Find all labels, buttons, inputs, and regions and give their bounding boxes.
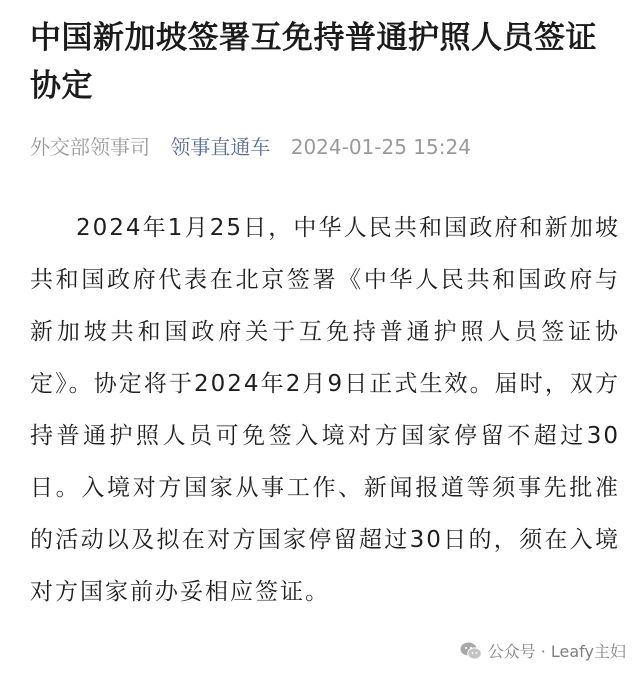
article-meta — [30, 132, 620, 162]
article-source: 外交部领事司 — [30, 135, 150, 159]
article-title: 中国新加坡签署互免持普通护照人员签证协定 — [30, 20, 597, 104]
publish-datetime: 2024-01-25 15:24 — [290, 135, 471, 159]
watermark — [460, 639, 626, 662]
account-link[interactable]: 领事直通车 — [170, 135, 271, 159]
article-body: 2024年1月25日，中华人民共和国政府和新加坡共和国政府代表在北京签署《中华人民共和国政府与新加坡共和国政府关于互免持普通护照人员签证协定》。协定将于2024年2月9日正式生效。届时，双方持普通护照人员可免签入境对方国家停留不超过30日。入境对方国家从事工作、新闻报道等须事先批准的活动以及拟在对方国家停留超过30日的，须在入境对方国家前办妥相应签证。 — [30, 215, 620, 605]
wechat-icon — [460, 642, 482, 660]
watermark-text: 公众号 · Leafy主妇 — [487, 642, 626, 661]
